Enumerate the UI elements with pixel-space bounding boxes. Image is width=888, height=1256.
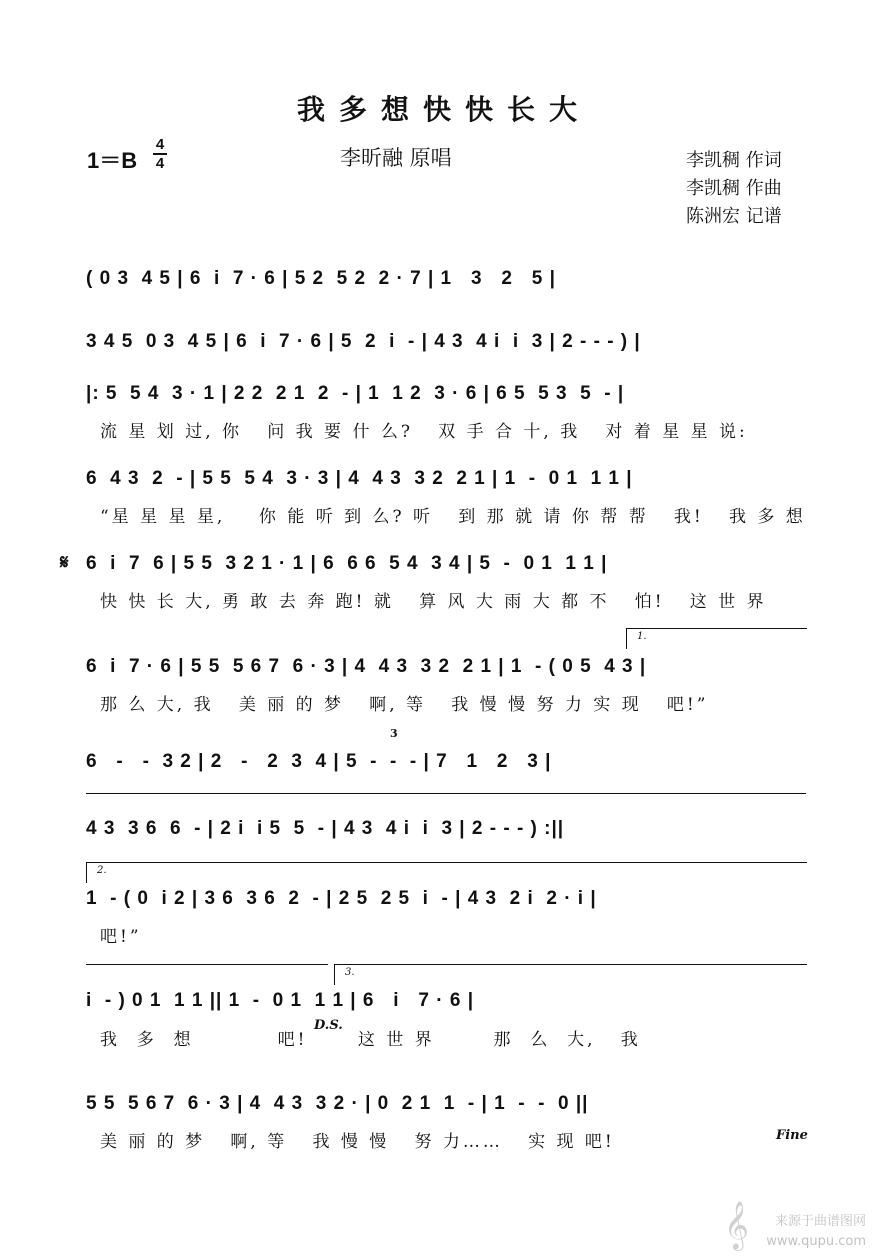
volta-2-extension	[86, 964, 328, 965]
time-signature	[153, 137, 167, 171]
lyric-line-6: 我 多 想 吧! 这 世 界 那 么 大, 我	[100, 1030, 641, 1050]
key-signature: 1＝B	[87, 148, 138, 173]
credit-composer: 李凯稠 作曲	[686, 178, 782, 199]
time-signature-bottom: 4	[155, 155, 165, 172]
lyric-line-7: 美 丽 的 梦 啊, 等 我 慢 慢 努 力…… 实 现 吧!	[100, 1132, 615, 1152]
volta-1-extension	[86, 793, 806, 794]
credit-transcriber: 陈洲宏 记谱	[686, 206, 782, 227]
score-line-9: 1 - ( 0 i 2 | 3 6 3 6 2 - | 2 5 2 5 i - | 4 3 2 i 2 · i |	[86, 888, 597, 909]
score-line-3: |: 5 5 4 3 · 1 | 2 2 2 1 2 - | 1 1 2 3 · 6 | 6 5 5 3 5 - |	[86, 383, 625, 404]
lyric-line-5: 吧!”	[100, 927, 142, 947]
score-line-5: 6 i 7 6 | 5 5 3 2 1 · 1 | 6 6 6 5 4 3 4 | 5 - 0 1 1 1 |	[86, 553, 608, 574]
treble-clef-icon: 𝄞	[724, 1200, 749, 1249]
credit-lyricist: 李凯稠 作词	[686, 150, 782, 171]
volta-3: 3.	[334, 964, 807, 985]
volta-1: 1.	[626, 628, 807, 649]
score-line-7: 6 - - 3 2 | 2 - 2 3 4 | 5 - - - | 7 1 2 3 |	[86, 751, 552, 772]
ds-mark: D.S.	[314, 1018, 343, 1033]
lyric-line-3: 快 快 长 大, 勇 敢 去 奔 跑! 就 算 风 大 雨 大 都 不 怕! 这 世 界	[100, 592, 767, 612]
watermark	[766, 1212, 866, 1252]
singer: 李昕融 原唱	[340, 146, 452, 170]
score-line-8: 4 3 3 6 6 - | 2 i i 5 5 - | 4 3 4 i i 3 | 2 - - - ) :||	[86, 818, 565, 839]
score-line-6: 6 i 7 · 6 | 5 5 5 6 7 6 · 3 | 4 4 3 3 2 2 1 | 1 - ( 0 5 4 3 |	[86, 656, 647, 677]
time-signature-top: 4	[155, 136, 165, 153]
score-line-4: 6 4 3 2 - | 5 5 5 4 3 · 3 | 4 4 3 3 2 2 1 | 1 - 0 1 1 1 |	[86, 468, 633, 489]
fine-mark: Fine	[776, 1128, 808, 1143]
lyric-line-2: “星 星 星 星, 你 能 听 到 么? 听 到 那 就 请 你 帮 帮 我! 我 多 想	[100, 507, 806, 527]
watermark-line-1: 来源于曲谱图网	[774, 1214, 866, 1229]
watermark-line-2: www.qupu.com	[766, 1234, 866, 1249]
score-line-2: 3 4 5 0 3 4 5 | 6 i 7 · 6 | 5 2 i - | 4 3 4 i i 3 | 2 - - - ) |	[86, 331, 641, 352]
score-line-1: ( 0 3 4 5 | 6 i 7 · 6 | 5 2 5 2 2 · 7 | 1 3 2 5 |	[86, 268, 556, 289]
triplet-mark: 3	[390, 727, 398, 740]
lyric-line-4: 那 么 大, 我 美 丽 的 梦 啊, 等 我 慢 慢 努 力 实 现 吧!”	[100, 695, 709, 715]
lyric-line-1: 流 星 划 过, 你 问 我 要 什 么? 双 手 合 十, 我 对 着 星 星 说:	[100, 422, 748, 442]
song-title: 我多想快快长大	[296, 93, 591, 126]
score-line-11: 5 5 5 6 7 6 · 3 | 4 4 3 3 2 · | 0 2 1 1 - | 1 - - 0 ||	[86, 1093, 589, 1114]
volta-2: 2.	[86, 862, 807, 883]
segno-icon: 𝄋	[60, 550, 69, 574]
score-line-10: i - ) 0 1 1 1 || 1 - 0 1 1 1 | 6 i 7 · 6 |	[86, 990, 475, 1011]
